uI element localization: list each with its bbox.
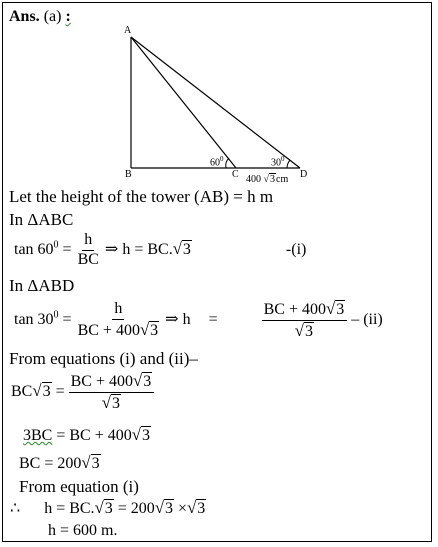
line-height-definition: Let the height of the tower (AB) = h m — [9, 187, 274, 206]
distance-label: 400 √3cm — [246, 174, 289, 185]
equation-tan30: $\tan 30^0$ = $\frac{h}{BC + 400√3}$ ⇒ h = $\frac{BC + 400√3}{√3}$ – (ii) — [14, 299, 383, 340]
point-b-label: B — [125, 169, 132, 180]
angle-c-label: $60^0$ — [210, 155, 224, 169]
angle-d-label: $30^0$ — [271, 155, 285, 169]
equation-3bc: 3BC = BC + 400√3 — [23, 425, 150, 444]
line-from-equations: From equations (i) and (ii)– — [9, 349, 198, 368]
point-a-label: A — [124, 25, 132, 36]
equation-bc: BC = 200√3 — [19, 453, 100, 472]
equation-tag-ii: – (ii) — [351, 310, 383, 328]
equation-tag-i: -(i) — [285, 240, 307, 258]
equation-h-substitution: ∴ h = BC.√3 = 200√3 ×√3 — [10, 498, 206, 517]
line-in-abc: In ΔABC — [9, 210, 74, 229]
angle-arc-d — [287, 160, 290, 168]
part-label: (a) — [43, 8, 62, 25]
answer-label: Ans. — [9, 8, 40, 25]
point-d-label: D — [300, 169, 308, 180]
equation-tan60: $\tan 60^0$ = $\frac{h}{BC}$ ⇒ h = BC.√3 -(i) — [14, 231, 307, 268]
heading-colon: : — [65, 8, 71, 25]
point-c-label: C — [232, 169, 239, 180]
line-ac — [131, 37, 236, 168]
equation-combined: BC√3 = $\frac{BC + 400√3}{√3}$ — [11, 372, 154, 413]
line-from-equation-i: From equation (i) — [19, 477, 139, 496]
equation-h-result: h = 600 m. — [48, 522, 118, 539]
line-ad — [131, 37, 300, 168]
line-in-abd: In ΔABD — [9, 276, 75, 295]
